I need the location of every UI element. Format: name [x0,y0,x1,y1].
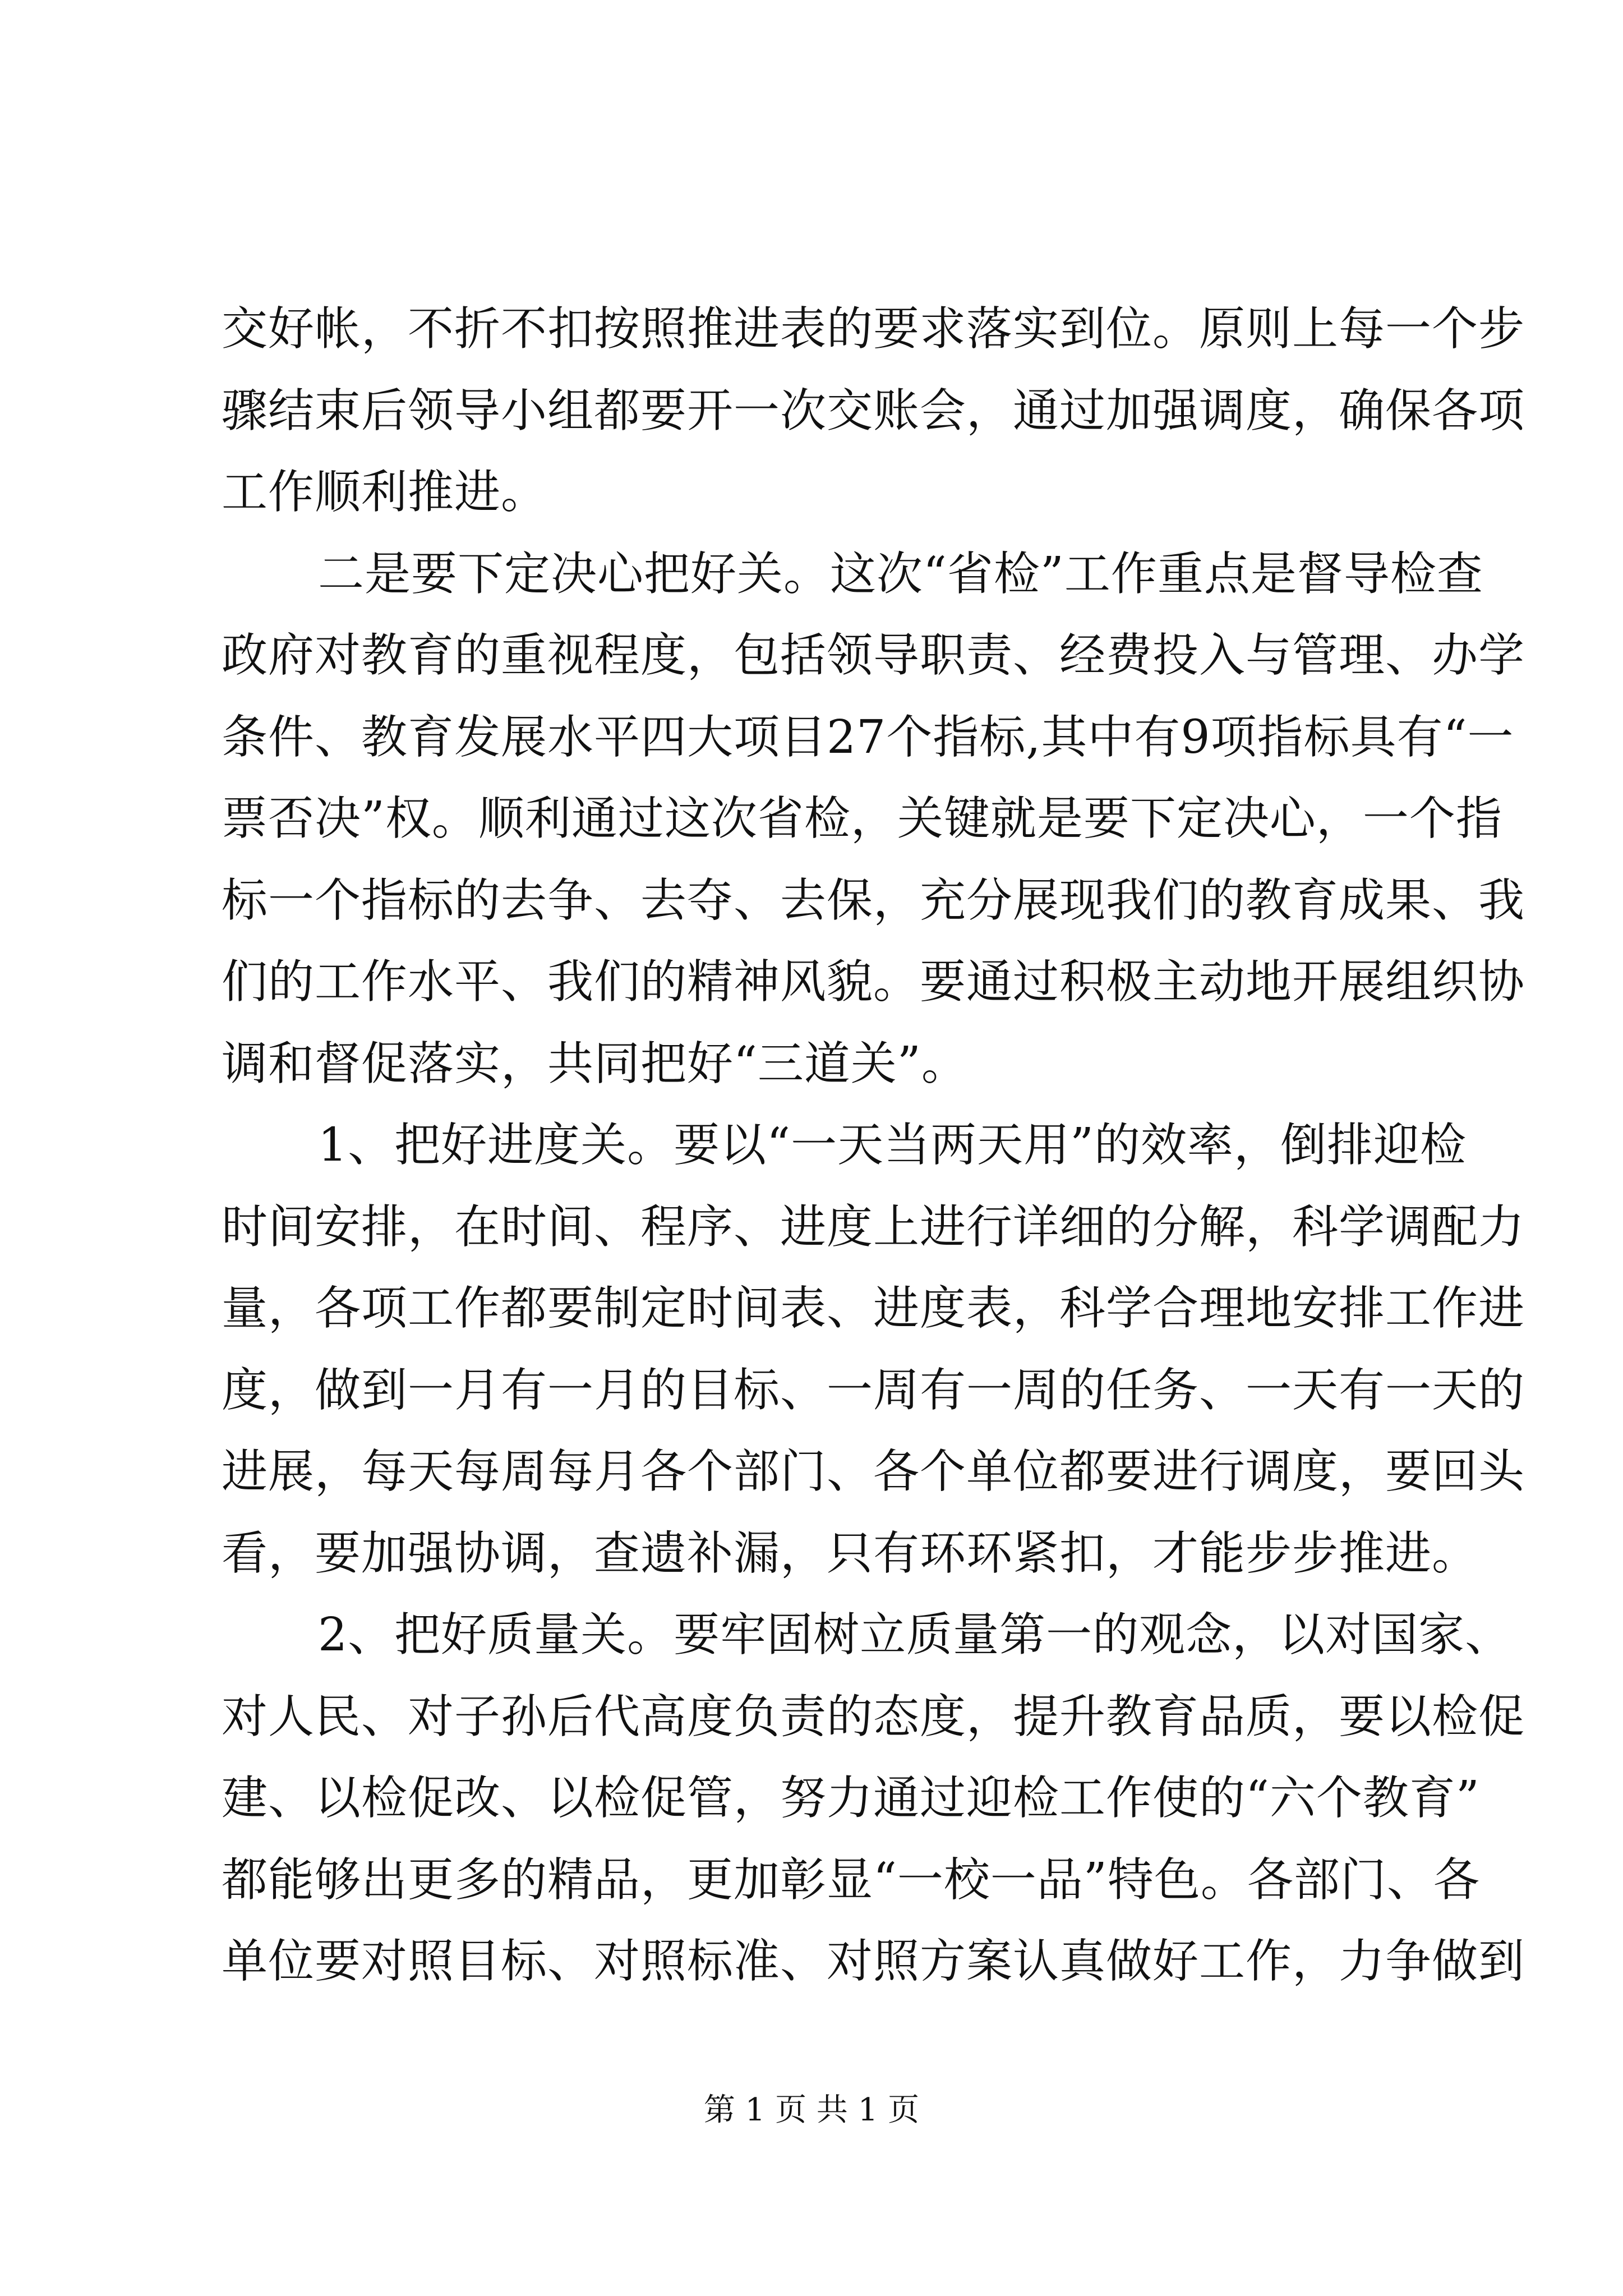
page-footer [0,2088,1623,2133]
text-line: 量，各项工作都要制定时间表、进度表，科学合理地安排工作进 [222,1282,1525,1335]
text-line: 都能够出更多的精品，更加彰显“一校一品”特色。各部门、各 [222,1853,1480,1907]
document-body [222,288,1525,2003]
text-line: 票否决”权。顺利通过这次省检，关键就是要下定决心，一个指 [222,792,1502,845]
text-line: 调和督促落实，共同把好“三道关”。 [222,1037,968,1091]
text-line: 骤结束后领导小组都要开一次交账会，通过加强调度，确保各项 [222,384,1525,438]
paragraph-first-line: 2、把好质量关。要牢固树立质量第一的观念，以对国家、 [318,1608,1512,1662]
paragraph-first-line: 二是要下定决心把好关。这次“省检”工作重点是督导检查 [318,547,1483,601]
text-line: 单位要对照目标、对照标准、对照方案认真做好工作，力争做到 [222,1935,1525,1988]
text-line: 们的工作水平、我们的精神风貌。要通过积极主动地开展组织协 [222,955,1525,1009]
text-line: 看，要加强协调，查遗补漏，只有环环紧扣，才能步步推进。 [222,1526,1479,1580]
text-line: 政府对教育的重视程度，包括领导职责、经费投入与管理、办学 [222,629,1525,682]
text-line: 条件、教育发展水平四大项目27个指标,其中有9项指标具有“一 [222,710,1514,764]
text-line: 进展，每天每周每月各个部门、各个单位都要进行调度，要回头 [222,1445,1525,1498]
text-line: 工作顺利推进。 [222,466,548,519]
page-number-label: 第 1 页 共 1 页 [703,2092,920,2128]
paragraph-first-line: 1、把好进度关。要以“一天当两天用”的效率，倒排迎检 [318,1119,1467,1172]
text-line: 时间安排，在时间、程序、进度上进行详细的分解，科学调配力 [222,1200,1525,1254]
text-line: 建、以检促改、以检促管，努力通过迎检工作使的“六个教育” [222,1772,1480,1825]
text-line: 对人民、对子孙后代高度负责的态度，提升教育品质，要以检促 [222,1690,1525,1743]
text-line: 交好帐，不折不扣按照推进表的要求落实到位。原则上每一个步 [222,302,1525,356]
text-line: 标一个指标的去争、去夺、去保，充分展现我们的教育成果、我 [222,873,1525,927]
text-line: 度，做到一月有一月的目标、一周有一周的任务、一天有一天的 [222,1363,1525,1417]
